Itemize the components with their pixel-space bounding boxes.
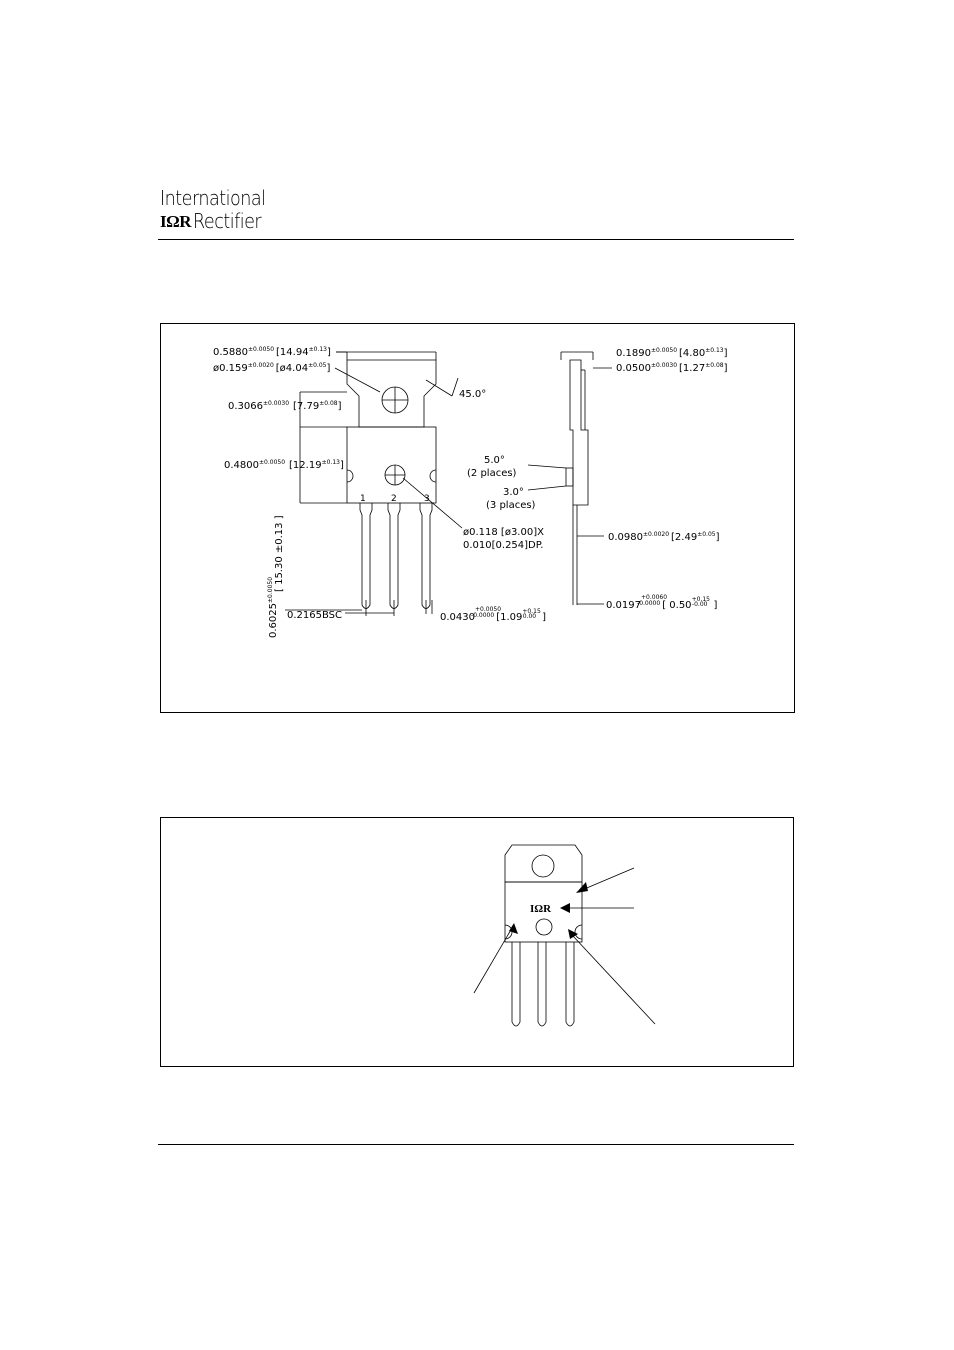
dim-center-hole-2: 0.010[0.254]DP. bbox=[463, 540, 544, 551]
dim-body-height: $0.4800^{\pm 0.0050}$ $[12.19^{\pm 0.13}]$ bbox=[224, 459, 344, 471]
dim-angle-3-note: (3 places) bbox=[486, 500, 536, 511]
logo-word-international: International bbox=[160, 186, 266, 210]
ir-marking-logo: IΩR bbox=[530, 903, 552, 915]
dim-lead-thickness: $0.0197^{+0.0060}$ -0.0000 [ $0.50^{+0.15}$ -0.00 ] bbox=[606, 594, 718, 611]
logo-word-rectifier: Rectifier bbox=[193, 209, 262, 233]
pin-2-label: 2 bbox=[391, 494, 397, 504]
dim-lead-offset: $0.0980^{\pm 0.0020}$ $[2.49^{\pm 0.05}]$ bbox=[608, 531, 720, 543]
front-view bbox=[285, 352, 462, 616]
pin-3-label: 3 bbox=[424, 494, 430, 504]
dim-lead-width: $0.0430^{+0.0050}$ -0.0000 [$1.09^{+0.15}$ 0.00 ] bbox=[440, 606, 547, 623]
dim-lead-length-mm: [ 15.30 ±0.13 ] bbox=[274, 515, 285, 592]
dim-center-hole-1: ø0.118 [ø3.00]X bbox=[463, 527, 544, 538]
dim-angle-3: 3.0° bbox=[503, 487, 524, 498]
pin-1-label: 1 bbox=[360, 494, 366, 504]
dim-tab-height: $0.3066^{\pm 0.0030}$ $[7.79^{\pm 0.08}]$ bbox=[228, 400, 342, 412]
logo-mark: IΩR bbox=[160, 211, 192, 231]
dim-width-in: $0.5880^{\pm 0.0050}$ $[14.94^{\pm 0.13}]$ bbox=[213, 346, 331, 358]
dim-hole-dia: $ø0.159^{\pm 0.0020}$ $[ø4.04^{\pm 0.05}]$ bbox=[213, 362, 331, 374]
dim-lead-length-in: $0.6025^{\pm 0.0050}$ bbox=[267, 576, 279, 638]
dim-tab-thickness: $0.0500^{\pm 0.0030}$ $[1.27^{\pm 0.08}]$ bbox=[616, 362, 728, 374]
dim-angle-5-note: (2 places) bbox=[467, 468, 517, 479]
dim-angle-5: 5.0° bbox=[484, 455, 505, 466]
dim-lead-pitch: 0.2165BSC bbox=[287, 610, 343, 621]
side-view bbox=[528, 352, 612, 605]
marking-view bbox=[474, 845, 655, 1026]
dim-side-thickness: $0.1890^{\pm 0.0050}$ $[4.80^{\pm 0.13}]$ bbox=[616, 347, 728, 359]
dim-chamfer: 45.0° bbox=[459, 389, 487, 400]
